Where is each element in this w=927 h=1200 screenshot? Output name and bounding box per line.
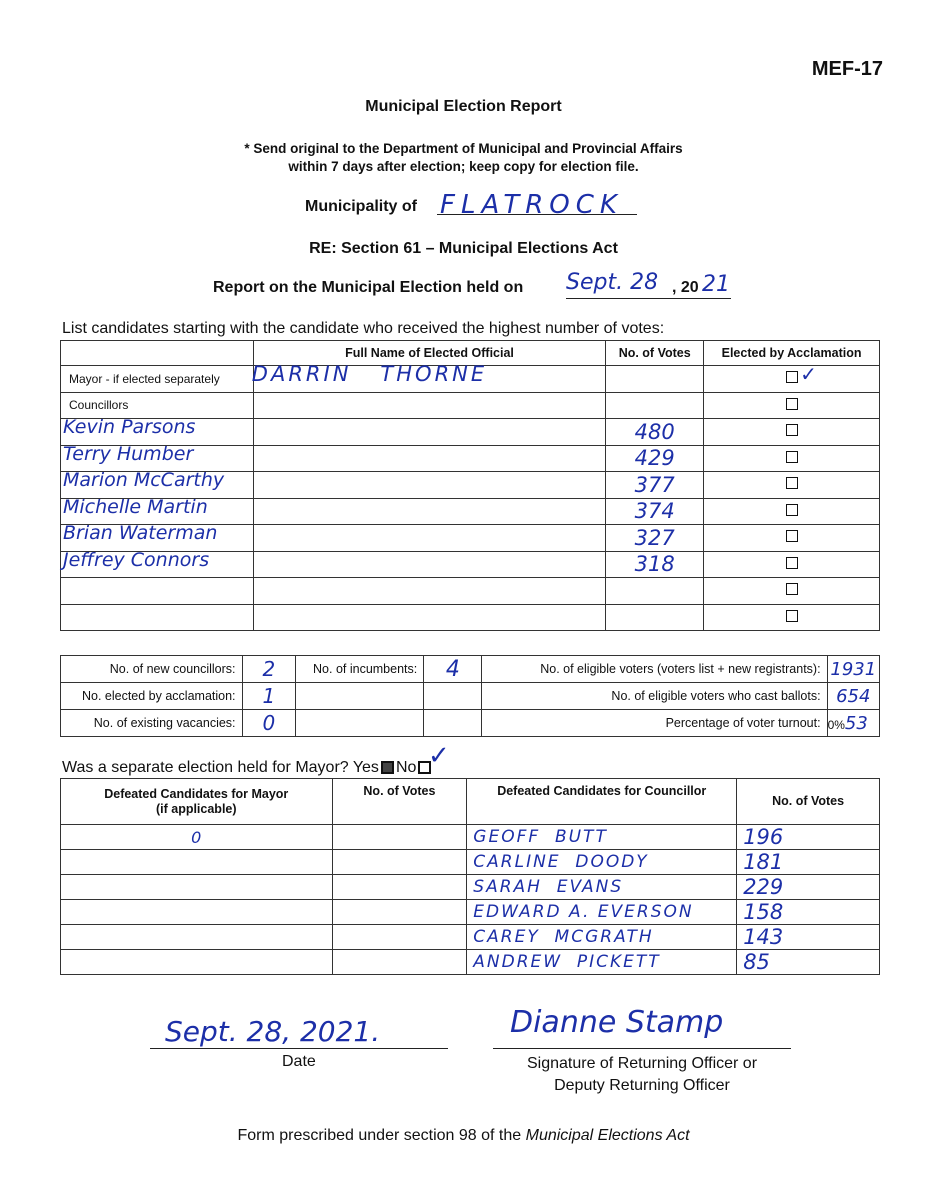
acclamation-cell[interactable]: [704, 472, 880, 499]
councillor-votes[interactable]: 429: [606, 445, 704, 472]
defeated-councillor-name[interactable]: ANDREW PICKETT: [467, 950, 737, 975]
yes-label: Yes: [352, 759, 379, 776]
councillor-votes[interactable]: 377: [606, 472, 704, 499]
mayor-acclamation-cell[interactable]: [704, 362, 880, 393]
councillor-votes[interactable]: 374: [606, 498, 704, 525]
councillor-name-cell[interactable]: [61, 578, 254, 605]
acclamation-cell[interactable]: [704, 578, 880, 605]
councillor-name: Jeffrey Connors: [63, 548, 210, 571]
defeated-councillor-votes[interactable]: 158: [737, 900, 880, 925]
acclamation-cell[interactable]: [704, 604, 880, 631]
defeated-councillor-name[interactable]: EDWARD A. EVERSON: [467, 900, 737, 925]
councillor-name: Marion McCarthy: [63, 469, 225, 491]
acclamation-checkbox[interactable]: [786, 451, 798, 463]
defeated-mayor-name[interactable]: [61, 900, 333, 925]
councillor-name-cell[interactable]: [61, 604, 254, 631]
stats-row: [61, 656, 880, 683]
defeated-councillor-votes[interactable]: 143: [737, 925, 880, 950]
instruction-line-1: * Send original to the Department of Municipal and Provincial Affairs: [244, 141, 683, 156]
councillor-row: [61, 551, 880, 578]
defeated-mayor-votes[interactable]: [332, 900, 467, 925]
municipality-label: Municipality of: [305, 198, 417, 215]
header-acclamation: Elected by Acclamation: [704, 341, 880, 366]
no-label: No: [395, 759, 417, 776]
blank-cell: [253, 578, 605, 605]
councillor-name-cell[interactable]: [61, 548, 254, 578]
municipality-value[interactable]: FLATROCK: [440, 190, 623, 220]
acclamation-checkbox[interactable]: [786, 557, 798, 569]
defeated-councillor-votes[interactable]: 229: [737, 875, 880, 900]
header-defeated-mayor-line1: Defeated Candidates for Mayor: [104, 786, 289, 801]
defeated-mayor-name[interactable]: 0: [61, 825, 333, 850]
blank-cell: [253, 604, 605, 631]
blank-cell: [253, 498, 605, 525]
defeated-councillor-name[interactable]: SARAH EVANS: [467, 875, 737, 900]
election-date-line: [566, 298, 731, 299]
councillor-name: Terry Humber: [63, 442, 194, 465]
councillor-votes[interactable]: [606, 578, 704, 605]
signature-image: Dianne Stamp: [510, 1005, 724, 1040]
turnout-value: 53: [844, 712, 868, 734]
acclamation-checkbox[interactable]: [786, 610, 798, 622]
turnout-cell[interactable]: [827, 710, 879, 737]
election-date-value[interactable]: Sept. 28: [566, 270, 659, 295]
councillor-name-cell[interactable]: [61, 469, 254, 499]
election-year-prefix: , 20: [672, 279, 699, 296]
acclamation-cell[interactable]: [704, 498, 880, 525]
eligible-voters-label: No. of eligible voters (voters list + new registrants):: [482, 656, 827, 683]
defeated-row: [61, 925, 880, 950]
councillor-votes[interactable]: 318: [606, 551, 704, 578]
header-votes: No. of Votes: [606, 341, 704, 366]
header-mayor-votes: No. of Votes: [332, 779, 467, 825]
defeated-mayor-name[interactable]: [61, 850, 333, 875]
vacancies-label: No. of existing vacancies:: [61, 710, 243, 737]
election-stats-table: [60, 655, 880, 737]
vacancies-value[interactable]: 0: [242, 710, 296, 737]
mayor-question: [62, 741, 450, 777]
councillor-row: [61, 445, 880, 472]
defeated-row: [61, 875, 880, 900]
councillor-name-cell[interactable]: [61, 416, 254, 446]
defeated-councillor-name[interactable]: CARLINE DOODY: [467, 850, 737, 875]
defeated-councillor-votes[interactable]: 85: [737, 950, 880, 975]
defeated-mayor-votes[interactable]: [332, 925, 467, 950]
defeated-mayor-votes[interactable]: [332, 950, 467, 975]
blank-cell: [606, 392, 704, 419]
blank-cell: [253, 392, 605, 419]
defeated-councillor-name[interactable]: CAREY MCGRATH: [467, 925, 737, 950]
defeated-mayor-votes[interactable]: [332, 850, 467, 875]
incumbents-label: No. of incumbents:: [296, 656, 424, 683]
table-header-row: [61, 779, 880, 825]
blank-cell: [253, 445, 605, 472]
incumbents-value[interactable]: 4: [424, 656, 482, 683]
date-label: Date: [282, 1053, 316, 1070]
instructions: [0, 140, 927, 176]
councillor-name-cell[interactable]: [61, 442, 254, 472]
councillor-name-cell[interactable]: [61, 495, 254, 525]
acclamation-checkbox[interactable]: [786, 424, 798, 436]
councillor-name: Michelle Martin: [63, 495, 208, 518]
councillor-row: [61, 498, 880, 525]
cast-ballots-value[interactable]: 654: [827, 683, 879, 710]
defeated-mayor-name[interactable]: [61, 875, 333, 900]
councillors-label-row: [61, 392, 880, 419]
form-id: MEF-17: [811, 58, 883, 80]
acclamation-cell[interactable]: [704, 525, 880, 552]
defeated-councillor-name[interactable]: GEOFF BUTT: [467, 825, 737, 850]
signature-line: [493, 1048, 791, 1049]
acclamation-cell[interactable]: [704, 419, 880, 446]
defeated-mayor-name[interactable]: [61, 925, 333, 950]
acclamation-label: No. elected by acclamation:: [61, 683, 243, 710]
blank-cell: [253, 551, 605, 578]
councillor-votes[interactable]: 480: [606, 419, 704, 446]
acclamation-checkbox[interactable]: [786, 477, 798, 489]
defeated-row: [61, 900, 880, 925]
acclamation-checkbox[interactable]: [786, 504, 798, 516]
footer: [0, 1127, 927, 1145]
header-defeated-mayor-line2: (if applicable): [155, 801, 237, 816]
mayor-question-text: Was a separate election held for Mayor?: [62, 759, 349, 776]
councillor-row: [61, 578, 880, 605]
header-blank: [61, 341, 254, 366]
mayor-acclamation-checkbox[interactable]: [786, 371, 798, 383]
page-title: Municipal Election Report: [365, 98, 562, 115]
election-year-value[interactable]: 21: [702, 272, 730, 297]
instruction-line-2: within 7 days after election; keep copy for election file.: [288, 159, 639, 174]
eligible-voters-value[interactable]: 1931: [827, 656, 879, 683]
councillor-row: [61, 419, 880, 446]
new-councillors-label: No. of new councillors:: [61, 656, 243, 683]
report-label: Report on the Municipal Election held on: [213, 279, 524, 296]
signature-label: [493, 1053, 791, 1097]
acclamation-checkbox[interactable]: [786, 530, 798, 542]
mayor-acclamation-check: ✓: [800, 362, 817, 386]
cast-ballots-label: No. of eligible voters who cast ballots:: [482, 683, 827, 710]
date-line: [150, 1048, 448, 1049]
mayor-name-cell[interactable]: [251, 362, 605, 393]
councillor-name: Kevin Parsons: [63, 416, 196, 438]
acclamation-cell[interactable]: [704, 445, 880, 472]
blank-cell: [296, 710, 424, 737]
mayor-label: Mayor - if elected separately: [61, 366, 254, 393]
blank-cell: [296, 683, 424, 710]
defeated-mayor-name[interactable]: [61, 950, 333, 975]
header-defeated-councillor: Defeated Candidates for Councillor: [467, 779, 737, 825]
mayor-name: DARRIN THORNE: [251, 362, 488, 386]
re-line: RE: Section 61 – Municipal Elections Act: [309, 240, 618, 257]
councillor-name-cell[interactable]: [61, 522, 254, 552]
acclamation-checkbox[interactable]: [786, 583, 798, 595]
acclamation-value[interactable]: 1: [242, 683, 296, 710]
defeated-councillor-votes[interactable]: 181: [737, 850, 880, 875]
yes-checkbox[interactable]: [381, 761, 394, 774]
blank-cell: [424, 710, 482, 737]
councillors-label: Councillors: [61, 392, 254, 419]
yes-check-mark: ✓: [428, 741, 450, 771]
footer-prefix: Form prescribed under section 98 of the: [237, 1127, 526, 1144]
signature-date-value[interactable]: Sept. 28, 2021.: [165, 1015, 381, 1048]
defeated-candidates-table: [60, 778, 880, 975]
blank-cell: [253, 419, 605, 446]
footer-act: Municipal Elections Act: [525, 1127, 690, 1144]
defeated-councillor-votes[interactable]: 196: [737, 825, 880, 850]
councillor-votes[interactable]: [606, 604, 704, 631]
blank-cell: [424, 683, 482, 710]
signature-label-line-2: Deputy Returning Officer: [554, 1077, 730, 1094]
list-instruction: List candidates starting with the candidate who received the highest number of votes:: [62, 320, 665, 337]
councillor-votes[interactable]: 327: [606, 525, 704, 552]
defeated-row: [61, 850, 880, 875]
turnout-prefix: 0%: [827, 717, 845, 732]
blank-cell: [253, 472, 605, 499]
header-defeated-mayor: [61, 779, 333, 825]
councillor-name: Brian Waterman: [63, 522, 218, 544]
signature-label-line-1: Signature of Returning Officer or: [526, 1055, 758, 1072]
mayor-row: [61, 366, 880, 393]
blank-cell: [253, 525, 605, 552]
defeated-mayor-votes[interactable]: [332, 825, 467, 850]
defeated-mayor-votes[interactable]: [332, 875, 467, 900]
councillor-row: [61, 525, 880, 552]
turnout-label: Percentage of voter turnout:: [482, 710, 827, 737]
stats-row: [61, 683, 880, 710]
header-full-name: Full Name of Elected Official: [253, 341, 605, 366]
defeated-row: [61, 825, 880, 850]
stats-row: [61, 710, 880, 737]
acclamation-cell[interactable]: [704, 551, 880, 578]
defeated-row: [61, 950, 880, 975]
new-councillors-value[interactable]: 2: [242, 656, 296, 683]
mayor-votes-cell[interactable]: [606, 366, 704, 393]
elected-officials-table: [60, 340, 880, 631]
councillor-row: [61, 472, 880, 499]
councillor-row: [61, 604, 880, 631]
header-councillor-votes: No. of Votes: [737, 779, 880, 825]
acclamation-checkbox[interactable]: [786, 398, 798, 410]
acclamation-cell[interactable]: [704, 392, 880, 419]
